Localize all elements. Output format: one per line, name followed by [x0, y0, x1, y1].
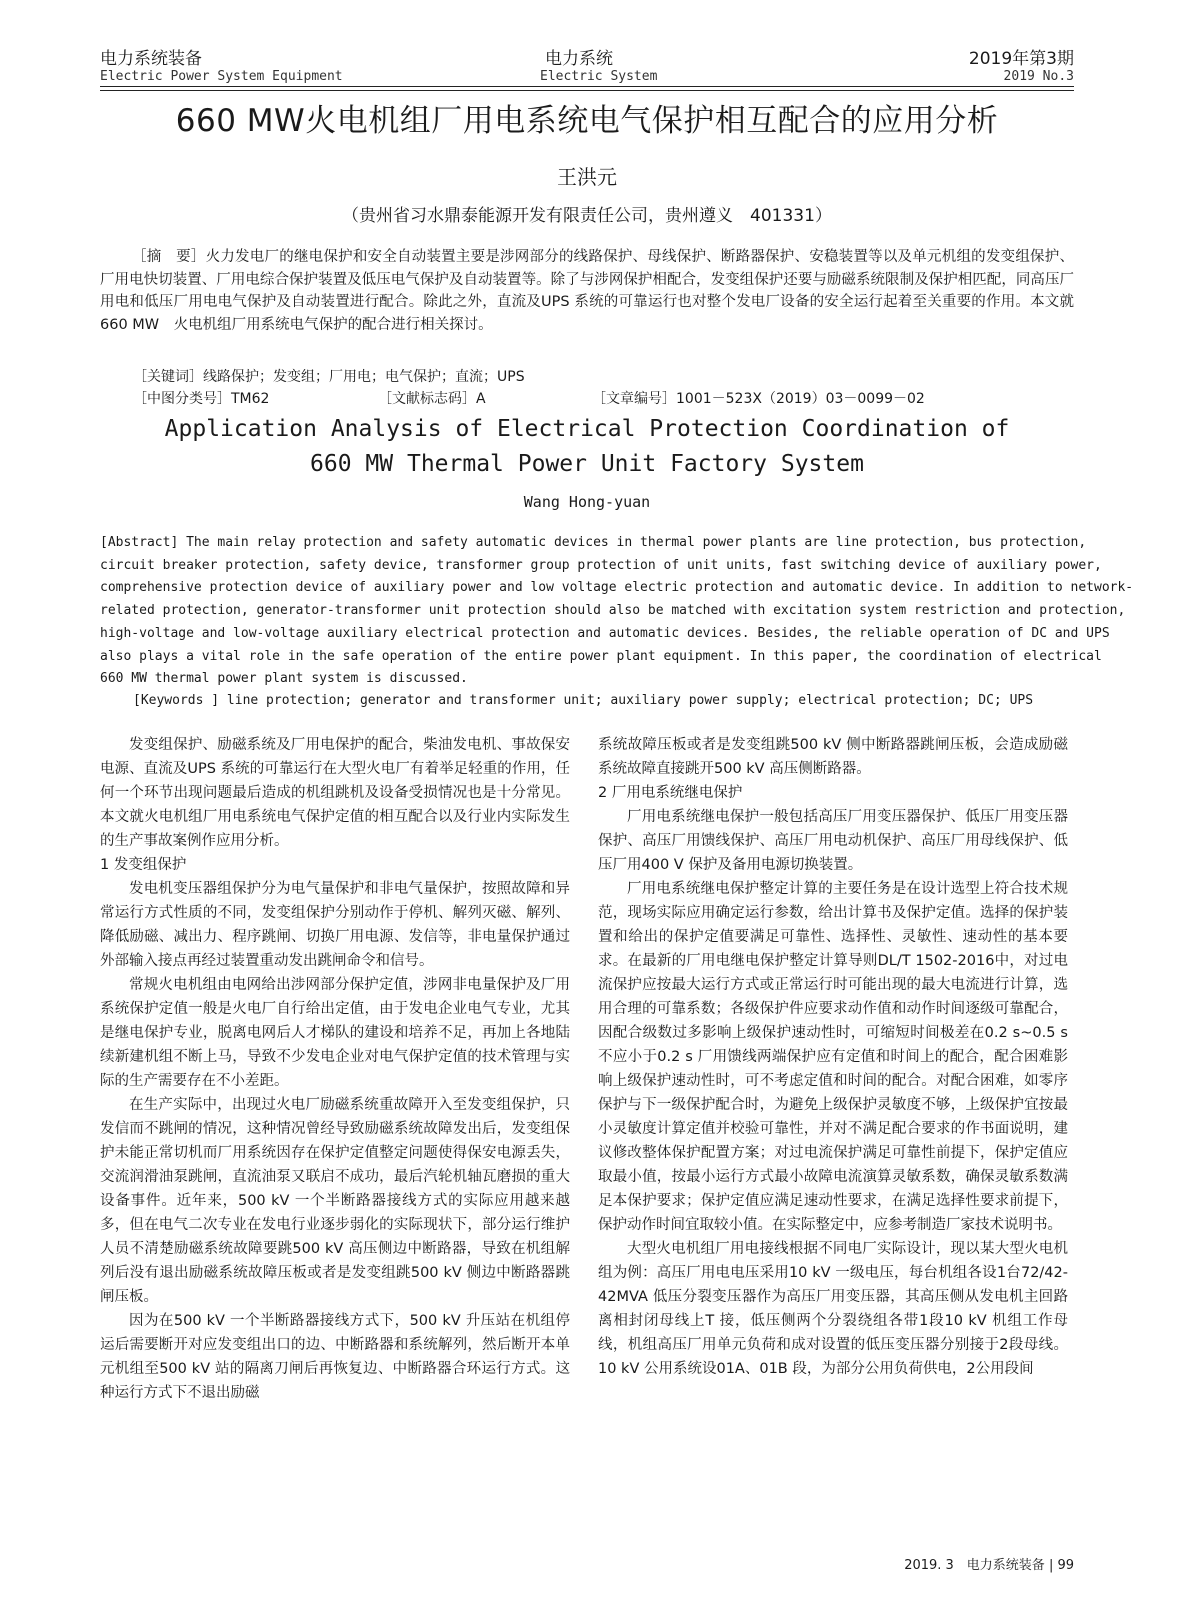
document-code: ［文献标志码］A — [378, 391, 486, 407]
keywords-en: [Keywords ] line protection; generator and transformer unit; auxiliary power supply; electrical protection; DC; UPS — [133, 693, 1034, 708]
section-heading-1: 1 发变组保护 — [100, 857, 187, 873]
paragraph: 常规火电机组由电网给出涉网部分保护定值，涉网非电量保护及厂用系统保护定值一般是火电厂自行给出定值，由于发电企业电气专业，尤其是继电保护专业，脱离电网后人才梯队的建设和培养不足，再加上各地陆续新建机组不断上马，导致不少发电企业对电气保护定值的技术管理与实际的生产需要存在不小差距。 — [100, 977, 570, 1089]
section-name-en: Electric System — [540, 69, 658, 84]
issue-zh: 2019年第3期 — [968, 49, 1074, 69]
paragraph: 发变组保护、励磁系统及厂用电保护的配合，柴油发电机、事故保安电源、直流及UPS 系统的可靠运行在大型火电厂有着举足轻重的作用，任何一个环节出现问题最后造成的机组跳机及设备受损情况也是十分常见。本文就火电机组厂用电系统电气保护定值的相互配合以及行业内实际发生的生产事故案例作应用分析。 — [100, 737, 570, 849]
article-number: ［文章编号］1001－523X（2019）03－0099－02 — [592, 391, 925, 407]
paragraph: 因为在500 kV 一个半断路器接线方式下，500 kV 升压站在机组停运后需要断开对应发变组出口的边、中断路器和系统解列，然后断开本单元机组至500 kV 站的隔离刀闸后再恢复边、中断路器合环运行方式。这种运行方式下不退出励磁 — [100, 1313, 570, 1401]
section-heading-2: 2 厂用电系统继电保护 — [598, 785, 743, 801]
paragraph: 系统故障压板或者是发变组跳500 kV 侧中断路器跳闸压板，会造成励磁系统故障直接跳开500 kV 高压侧断路器。 — [598, 737, 1068, 777]
paragraph: 发电机变压器组保护分为电气量保护和非电气量保护，按照故障和异常运行方式性质的不同，发变组保护分别动作于停机、解列灭磁、解列、降低励磁、减出力、程序跳闸、切换厂用电源、发信等，非电量保护通过外部输入接点再经过装置重动发出跳闸命令和信号。 — [100, 881, 570, 969]
section-name-zh: 电力系统 — [545, 49, 613, 69]
page-footer: 2019. 3 电力系统装备 | 99 — [904, 1558, 1074, 1573]
journal-name-en: Electric Power System Equipment — [100, 69, 343, 84]
paragraph: 在生产实际中，出现过火电厂励磁系统重故障开入至发变组保护，只发信而不跳闸的情况，这种情况曾经导致励磁系统故障发出后，发变组保护未能正常切机而厂用系统因存在保护定值整定问题使得保安电源丢失，交流润滑油泵跳闸，直流油泵又联启不成功，最后汽轮机轴瓦磨损的重大设备事件。近年来，500 kV 一个半断路器接线方式的实际应用越来越多，但在电气二次专业在发电行业逐步弱化的实际现状下，部分运行维护人员不清楚励磁系统故障要跳500 kV 高压侧边中断路器，导致在机组解列后没有退出励磁系统故障压板或者是发变组跳500 kV 侧边中断路器跳闸压板。 — [100, 1097, 570, 1305]
journal-name-zh: 电力系统装备 — [100, 49, 202, 69]
abstract-en: [Abstract] The main relay protection and safety automatic devices in thermal power plants are line protection, bus protection, circuit breaker protection, safety device, transformer group protection of unit units, fast switching device of auxiliary power, comprehensive protection device of auxiliary power and low voltage electric protection and automatic device. In addition to network- related protection, generator-transformer unit protection should also be matched with excitation system restriction and protection, high-voltage and low-voltage auxiliary electrical protection and automatic devices. Besides, the reliable operation of DC and UPS also plays a vital role in the safe operation of the entire power plant equipment. In this paper, the coordination of electrical 660 MW thermal power plant system is discussed. — [100, 535, 1134, 687]
header-rule-top — [100, 86, 1074, 87]
issue-en: 2019 No.3 — [1003, 69, 1074, 84]
classification-number: ［中图分类号］TM62 — [133, 391, 270, 407]
author-en: Wang Hong-yuan — [523, 493, 651, 511]
body-right-column — [598, 733, 1068, 1381]
body-left-column — [100, 733, 570, 1405]
title-en-line1: Application Analysis of Electrical Protection Coordination of — [164, 416, 1010, 442]
paragraph: 大型火电机组厂用电接线根据不同电厂实际设计，现以某大型火电机组为例：高压厂用电电压采用10 kV 一级电压，每台机组各设1台72/42-42MVA 低压分裂变压器作为高压厂用变压器，其高压侧从发电机主回路离相封闭母线上T 接，低压侧两个分裂绕组各带1段10 kV 机组工作母线，机组高压厂用单元负荷和成对设置的低压变压器分别接于2段母线。10 kV 公用系统设01A、01B 段，为部分公用负荷供电，2公用段间 — [598, 1241, 1068, 1377]
paragraph: 厂用电系统继电保护一般包括高压厂用变压器保护、低压厂用变压器保护、高压厂用馈线保护、高压厂用电动机保护、高压厂用母线保护、低压厂用400 V 保护及备用电源切换装置。 — [598, 809, 1068, 873]
title-zh: 660 MW火电机组厂用电系统电气保护相互配合的应用分析 — [175, 103, 999, 139]
title-en-line2: 660 MW Thermal Power Unit Factory System — [310, 451, 864, 477]
affiliation-zh: （贵州省习水鼎泰能源开发有限责任公司，贵州遵义 401331） — [342, 206, 832, 226]
keywords-zh: ［关键词］线路保护；发变组；厂用电；电气保护；直流；UPS — [133, 369, 525, 385]
header-rule-bottom — [100, 90, 1074, 91]
abstract-zh: ［摘 要］火力发电厂的继电保护和安全自动装置主要是涉网部分的线路保护、母线保护、断路器保护、安稳装置等以及单元机组的发变组保护、厂用电快切装置、厂用电综合保护装置及低压电气保护及自动装置等。除了与涉网保护相配合，发变组保护还要与励磁系统限制及保护相匹配，同高压厂用电和低压厂用电电气保护及自动装置进行配合。除此之外，直流及UPS 系统的可靠运行也对整个发电厂设备的安全运行起着至关重要的作用。本文就660 MW 火电机组厂用系统电气保护的配合进行相关探讨。 — [100, 249, 1074, 333]
paragraph: 厂用电系统继电保护整定计算的主要任务是在设计选型上符合技术规范，现场实际应用确定运行参数，给出计算书及保护定值。选择的保护装置和给出的保护定值要满足可靠性、选择性、灵敏性、速动性的基本要求。在最新的厂用电继电保护整定计算导则DL/T 1502-2016中，对过电流保护应按最大运行方式或正常运行时可能出现的最大电流进行计算，选用合理的可靠系数；各级保护件应要求动作值和动作时间逐级可靠配合，因配合级数过多影响上级保护速动性时，可缩短时间极差在0.2 s~0.5 s不应小于0.2 s 厂用馈线两端保护应有定值和时间上的配合，配合困难影响上级保护速动性时，可不考虑定值和时间的配合。对配合困难，如零序保护与下一级保护配合时，为避免上级保护灵敏度不够，上级保护宜按最小灵敏度计算定值并校验可靠性，并对不满足配合要求的作书面说明，建议修改整体保护配置方案；对过电流保护满足可靠性前提下，保护定值应取最小值，按最小运行方式最小故障电流演算灵敏系数，确保灵敏系数满足本保护要求；保护定值应满足速动性要求，在满足选择性要求前提下，保护动作时间宜取较小值。在实际整定中，应参考制造厂家技术说明书。 — [598, 881, 1068, 1233]
title-en — [100, 412, 1074, 482]
author-zh: 王洪元 — [557, 165, 617, 189]
